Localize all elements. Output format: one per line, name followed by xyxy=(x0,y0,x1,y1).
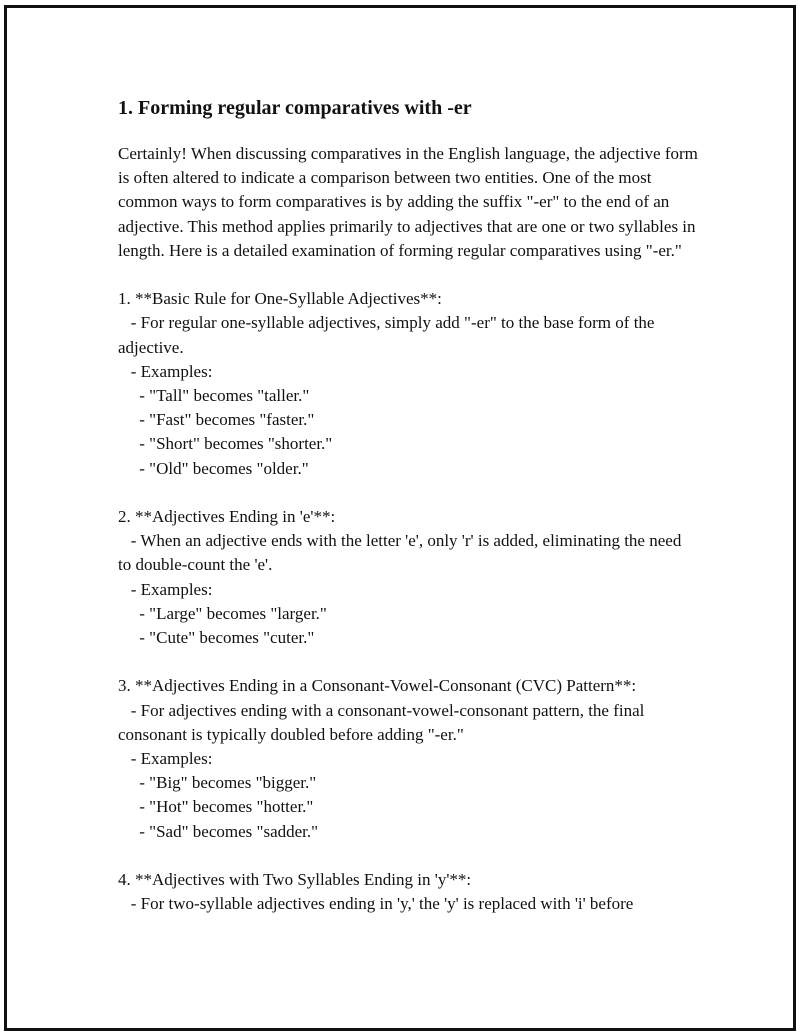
section-title: 1. Forming regular comparatives with -er xyxy=(118,97,472,119)
document-page xyxy=(4,5,796,1031)
document-content xyxy=(118,94,698,917)
body-text: Certainly! When discussing comparatives in the English language, the adjective form is often altered to indicate a comparison between two entities. One of the most common ways to form comparatives is by adding the suffix "-er" to the end of an adjective. This method applies primarily to adjectives that are one or two syllables in length. Here is a detailed examination of forming regular comparatives using "-er." 1. **Basic Rule for One-Syllable Adjectives**: - For regular one-syllable adjectives, simply add "-er" to the base form of the adjective. - Examples: - "Tall" becomes "taller." - "Fast" becomes "faster." - "Short" becomes "shorter." - "Old" becomes "older." 2. **Adjectives Ending in 'e'**: - When an adjective ends with the letter 'e', only 'r' is added, eliminating the need to double-count the 'e'. - Examples: - "Large" becomes "larger." - "Cute" becomes "cuter." 3. **Adjectives Ending in a Consonant-Vowel-Consonant (CVC) Pattern**: - For adjectives ending with a consonant-vowel-consonant pattern, the final consonant is typically doubled before adding "-er." - Examples: - "Big" becomes "bigger." - "Hot" becomes "hotter." - "Sad" becomes "sadder." 4. **Adjectives with Two Syllables Ending in 'y'**: - For two-syllable adjectives ending in 'y,' the 'y' is replaced with 'i' before xyxy=(118,144,698,914)
